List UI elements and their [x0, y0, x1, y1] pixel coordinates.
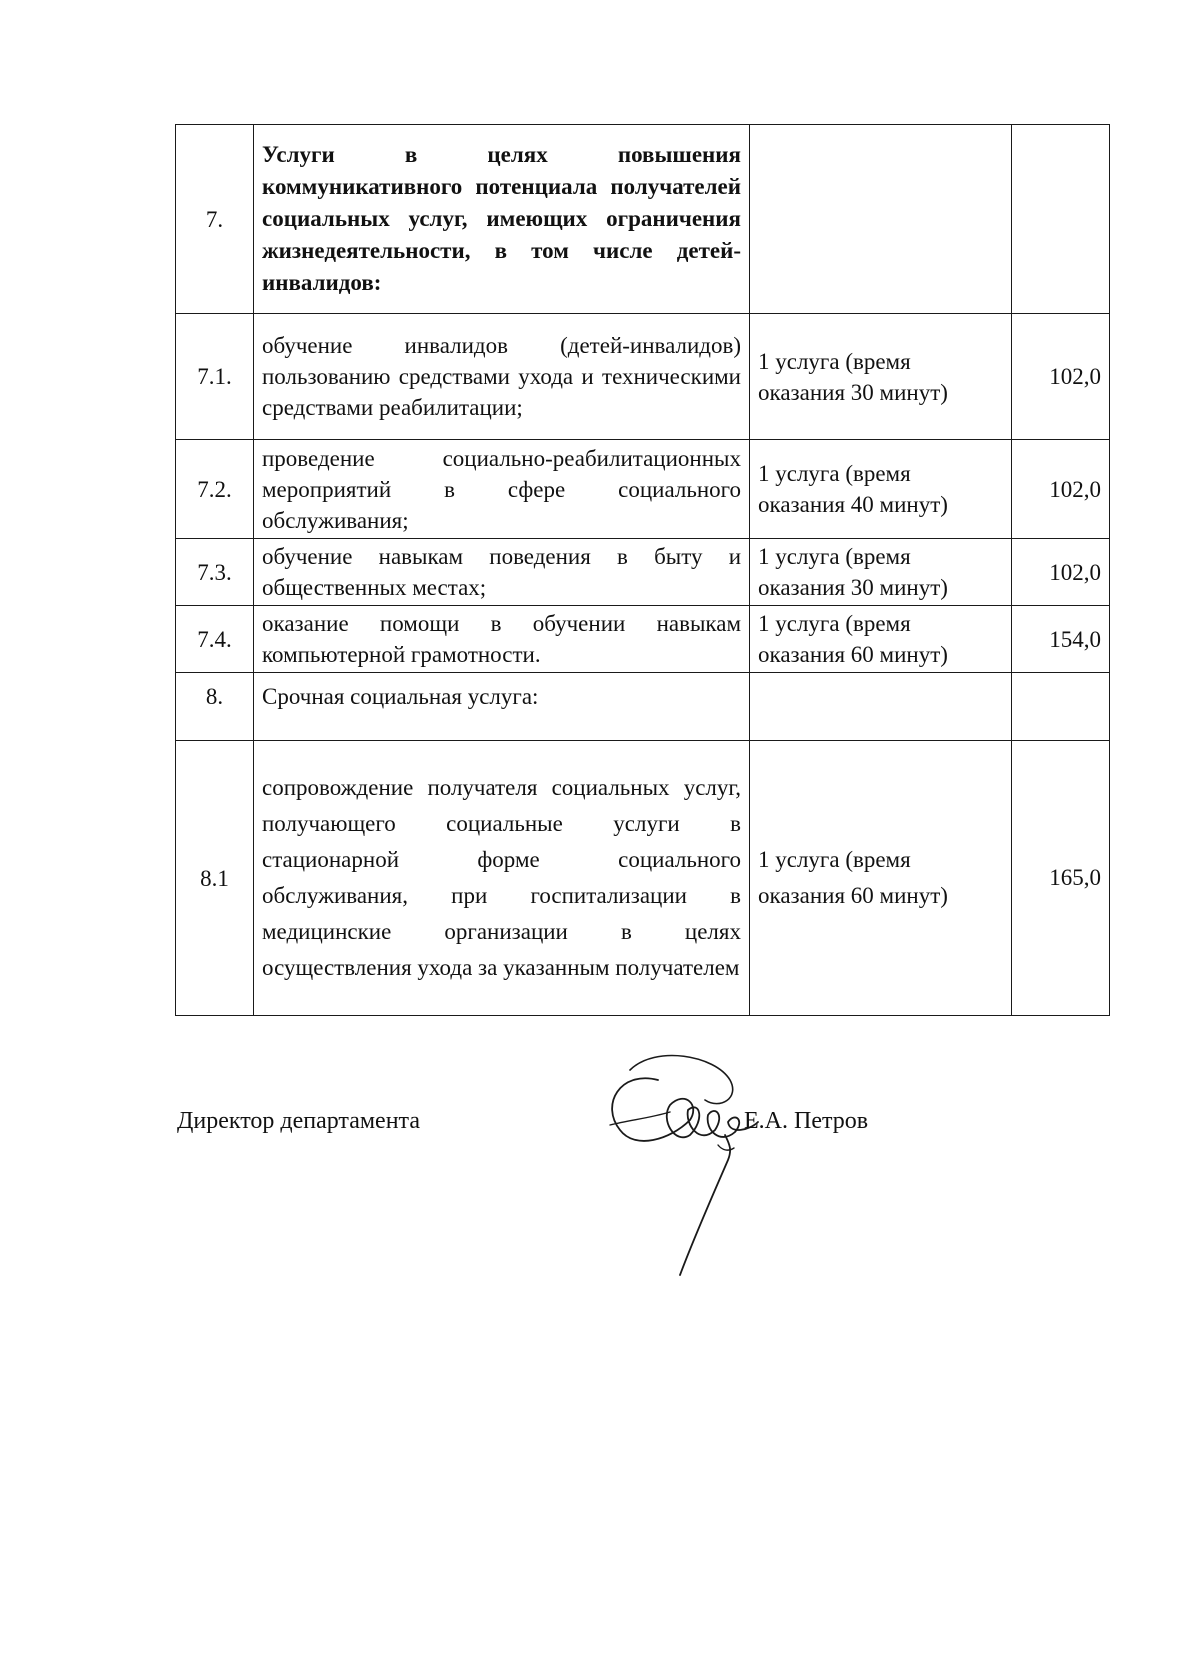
service-description: обучение навыкам поведения в быту и общественных местах; [254, 539, 750, 606]
row-number: 8.1 [176, 741, 254, 1016]
service-price: 165,0 [1012, 741, 1110, 1016]
service-unit: 1 услуга (время оказания 60 минут) [750, 606, 1012, 673]
table-row [176, 125, 1110, 314]
service-price: 102,0 [1012, 539, 1110, 606]
signatory-name: Е.А. Петров [744, 1108, 869, 1134]
table-row [176, 440, 1110, 539]
service-description: проведение социально-реабилитационных мероприятий в сфере социального обслуживания; [254, 440, 750, 539]
row-number: 7.4. [176, 606, 254, 673]
table-row [176, 539, 1110, 606]
table-row [176, 314, 1110, 440]
services-table [175, 124, 1110, 1016]
table-row [176, 673, 1110, 741]
service-description: сопровождение получателя социальных услуг, получающего социальные услуги в стационарной форме социального обслуживания, при госпитализации в медицинские организации в целях осуществления ухода за указанным получателем [254, 741, 750, 1016]
service-price: 154,0 [1012, 606, 1110, 673]
row-number: 7.2. [176, 440, 254, 539]
service-unit: 1 услуга (время оказания 30 минут) [750, 314, 1012, 440]
row-number: 7.1. [176, 314, 254, 440]
row-number: 7.3. [176, 539, 254, 606]
service-price [1012, 125, 1110, 314]
handwritten-signature [600, 1050, 800, 1300]
service-price: 102,0 [1012, 440, 1110, 539]
service-price [1012, 673, 1110, 741]
service-unit: 1 услуга (время оказания 40 минут) [750, 440, 1012, 539]
row-number: 7. [176, 125, 254, 314]
service-description: Услуги в целях повышения коммуникативного потенциала получателей социальных услуг, имеющих ограничения жизнедеятельности, в том числе детей-инвалидов: [254, 125, 750, 314]
service-unit: 1 услуга (время оказания 30 минут) [750, 539, 1012, 606]
service-unit [750, 125, 1012, 314]
service-unit: 1 услуга (время оказания 60 минут) [750, 741, 1012, 1016]
signatory-role: Директор департамента [177, 1108, 420, 1134]
service-description: оказание помощи в обучении навыкам компьютерной грамотности. [254, 606, 750, 673]
service-description: Срочная социальная услуга: [254, 673, 750, 741]
table-row [176, 741, 1110, 1016]
row-number: 8. [176, 673, 254, 741]
service-unit [750, 673, 1012, 741]
table-row [176, 606, 1110, 673]
service-description: обучение инвалидов (детей-инвалидов) пользованию средствами ухода и техническими средствами реабилитации; [254, 314, 750, 440]
service-price: 102,0 [1012, 314, 1110, 440]
